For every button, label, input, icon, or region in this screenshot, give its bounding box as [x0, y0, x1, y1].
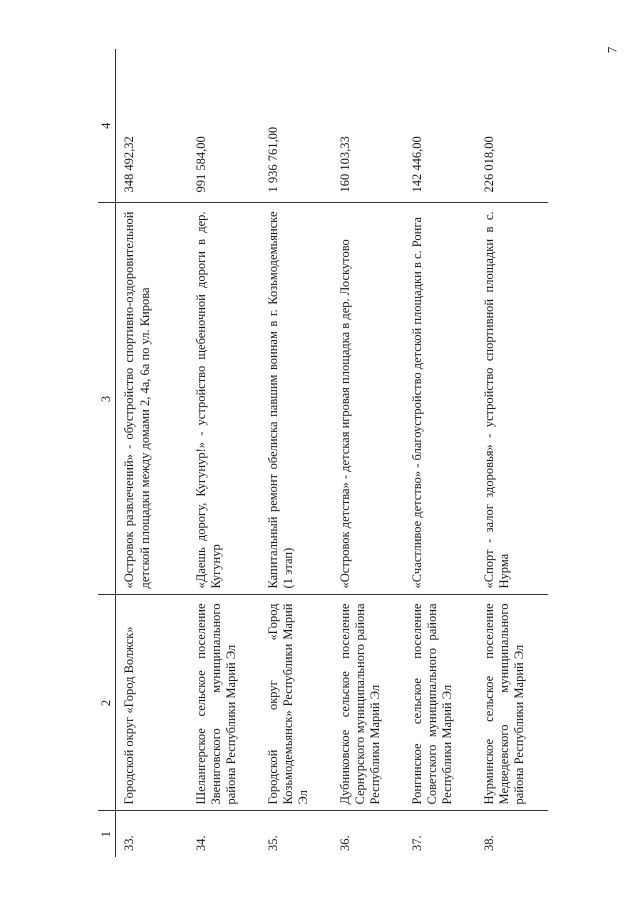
- municipality-name: Городской округ «Город Козьмодемьянск» Республики Марий Эл: [260, 595, 332, 811]
- table-row: [260, 49, 332, 857]
- amount-value: 142 446,00: [404, 49, 476, 203]
- row-number: 33.: [122, 835, 137, 851]
- page-number: 7: [603, 46, 619, 54]
- amount-value: 160 103,33: [332, 49, 404, 203]
- row-number: 37.: [409, 835, 424, 851]
- amount-value: 1 936 761,00: [260, 49, 332, 203]
- column-header-3: 3: [98, 203, 116, 595]
- project-description: «Островок детства» - детская игровая площадка в дер. Лоскутово: [332, 203, 404, 595]
- municipality-name: Шелангерское сельское поселение Звениговского муниципального района Республики Марий Эл: [188, 595, 260, 811]
- rotated-table-container: [98, 49, 538, 857]
- amount-value: 348 492,32: [116, 49, 188, 203]
- row-number: 36.: [337, 835, 352, 851]
- table-row: [476, 49, 548, 857]
- column-header-2: 2: [98, 595, 116, 811]
- project-description: Капитальный ремонт обелиска павшим воинам в г. Козьмодемьянске (1 этап): [260, 203, 332, 595]
- project-description: «Счастливое детство» - благоустройство детской площадки в с. Ронга: [404, 203, 476, 595]
- projects-table: [98, 49, 548, 857]
- table-row: [188, 49, 260, 857]
- table-row: [332, 49, 404, 857]
- municipality-name: Городской округ «Город Волжск»: [116, 595, 188, 811]
- amount-value: 991 584,00: [188, 49, 260, 203]
- row-number: 34.: [193, 835, 208, 851]
- table-header-row: [98, 49, 116, 857]
- column-header-4: 4: [98, 49, 116, 203]
- municipality-name: Нурминское сельское поселение Медведевского муниципального района Республики Марий Эл: [476, 595, 548, 811]
- column-header-1: 1: [98, 811, 116, 857]
- table-row: [404, 49, 476, 857]
- row-number: 38.: [481, 835, 496, 851]
- municipality-name: Ронгинское сельское поселение Советского муниципального района Республики Марий Эл: [404, 595, 476, 811]
- row-number: 35.: [265, 835, 280, 851]
- table-row: [116, 49, 188, 857]
- project-description: «Островок развлечений» - обустройство спортивно-оздоровительной детской площадки между домами 2, 4а, 6а по ул. Кирова: [116, 203, 188, 595]
- project-description: «Даешь дорогу, Кугунур!» - устройство щебеночной дороги в дер. Кугунур: [188, 203, 260, 595]
- project-description: «Спорт - залог здоровья» - устройство спортивной площадки в с. Нурма: [476, 203, 548, 595]
- amount-value: 226 018,00: [476, 49, 548, 203]
- municipality-name: Дубниковское сельское поселение Сернурского муниципального района Республики Марий Эл: [332, 595, 404, 811]
